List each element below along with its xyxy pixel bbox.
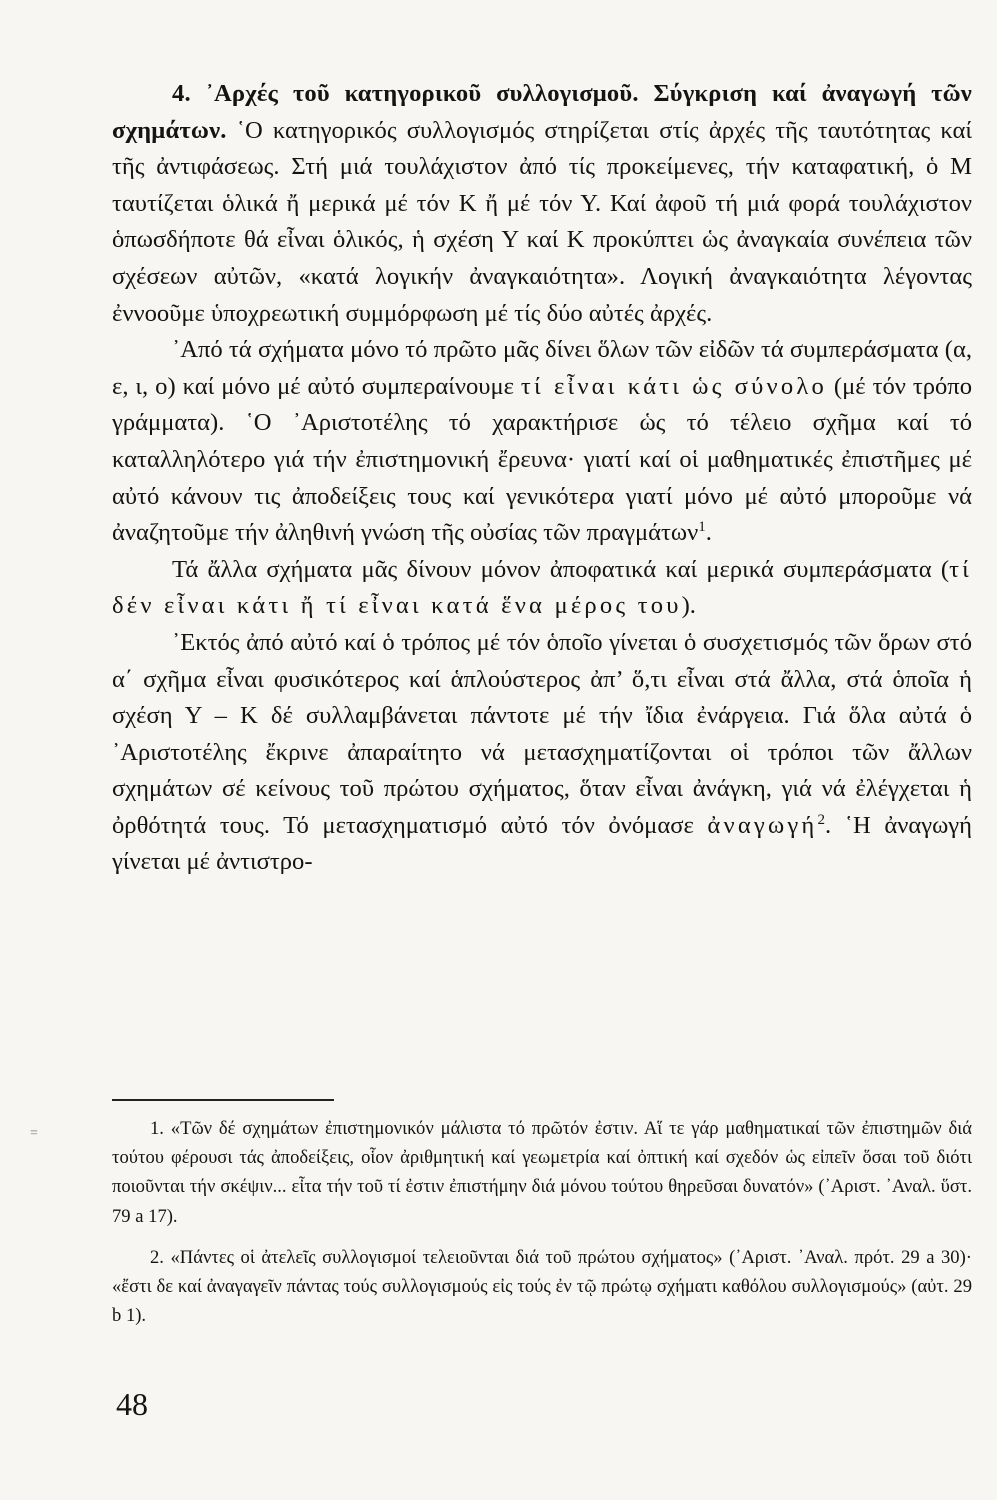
paragraph-4	[112, 625, 972, 881]
paragraph-1-text: ῾Ο κατηγορικός συλλογισμός στηρίζεται στίς ἀρχές τῆς ταυτότητας καί τῆς ἀντιφάσεως. Στή μιά τουλάχιστον ἀπό τίς προκείμενες, τήν καταφατική, ὁ Μ ταυτίζεται ὁλικά ἤ μερικά μέ τόν Κ ἤ μέ τόν Υ. Καί ἀφοῦ τή μιά φορά τουλάχιστον ὁπωσδήποτε θά εἶναι ὁλικός, ἡ σχέση Υ καί Κ προκύπτει ὡς ἀναγκαία συνέπεια τῶν σχέσεων αὐτῶν, «κατά λογικήν ἀναγκαιότητα». Λογική ἀναγκαιότητα λέγοντας ἐννοοῦμε ὑποχρεωτική συμμόρφωση μέ τίς δύο αὐτές ἀρχές.	[112, 116, 972, 327]
paragraph-4-emphasis: ἀναγωγή	[707, 811, 818, 839]
footnote-rule	[112, 1099, 334, 1101]
footnote-2: 2. «Πάντες οἱ ἀτελεῖς συλλογισμοί τελειοῦνται διά τοῦ πρώτου σχήματος» (᾿Αριστ. ᾿Αναλ. πρότ. 29 a 30)· «ἔστι δε καί ἀναγαγεῖν πάντας τούς συλλογισμούς εἰς τούς ἐν τῷ πρώτῳ σχήματι καθόλου συλλογισμούς» (αὐτ. 29 b 1).	[112, 1246, 972, 1327]
paragraph-1	[112, 76, 972, 332]
paragraph-2	[112, 332, 972, 552]
page-body	[112, 76, 972, 881]
footnote-ref-2[interactable]: 2	[817, 811, 825, 828]
paragraph-2-emphasis: τί εἶναι κάτι ὡς σύνολο	[520, 372, 827, 400]
page-number: 48	[116, 1386, 148, 1422]
footnote-ref-1[interactable]: 1	[698, 518, 706, 535]
paragraph-2-end: .	[705, 519, 712, 547]
margin-mark: =	[30, 1126, 38, 1141]
footnote-1: 1. «Τῶν δέ σχημάτων ἐπιστημονικόν μάλιστα τό πρῶτόν ἐστιν. Αἵ τε γάρ μαθηματικαί τῶν ἐπιστημῶν διά τούτου φέρουσι τάς ἀποδείξεις, οἷον ἀριθμητική καί γεωμετρία καί ὀπτική καί σχεδόν ὡς εἰπεῖν ὅσαι τοῦ διότι ποιοῦνται τήν σκέψιν... εἶτα τήν τοῦ τί ἐστιν ἐπιστήμην διά μόνου τούτου θηρεῦσαι δυνατόν» (᾿Αριστ. ᾿Αναλ. ὕστ. 79 a 17).	[112, 1118, 972, 1227]
paragraph-4-text-b: . ῾Η ἀναγωγή γίνεται μέ ἀντιστρο-	[112, 811, 972, 876]
paragraph-3-emphasis: τί δέν εἶναι κάτι ἤ τί εἶναι κατά ἕνα μέρος του	[112, 555, 972, 620]
paragraph-3-text-a: Τά ἄλλα σχήματα μᾶς δίνουν μόνον ἀποφατικά καί μερικά συμπεράσματα (	[172, 555, 950, 583]
paragraph-3-text-b: ).	[681, 592, 696, 620]
section-heading: 4. ᾿Αρχές τοῦ κατηγορικοῦ συλλογισμοῦ. Σύγκριση καί ἀναγωγή τῶν σχημάτων.	[112, 80, 972, 144]
footnotes	[112, 1114, 972, 1342]
paragraph-3	[112, 552, 972, 625]
paragraph-2-text-a: ᾿Από τά σχήματα μόνο τό πρῶτο μᾶς δίνει ὅλων τῶν εἰδῶν τά συμπεράσματα (α, ε, ι, ο) καί μόνο μέ αὐτό συμπεραίνουμε	[112, 336, 972, 400]
paragraph-4-text-a: ᾿Εκτός ἀπό αὐτό καί ὁ τρόπος μέ τόν ὁποῖο γίνεται ὁ συσχετισμός τῶν ὅρων στό α΄ σχῆμα εἶναι φυσικότερος καί ἁπλούστερος ἀπ’ ὅ,τι εἶναι στά ἄλλα, στά ὁποῖα ἡ σχέση Υ – Κ δέ συλλαμβάνεται πάντοτε μέ τήν ἴδια ἐνάργεια. Γιά ὅλα αὐτά ὁ ᾿Αριστοτέλης ἔκρινε ἀπαραίτητο νά μετασχηματίζονται οἱ τρόποι τῶν ἄλλων σχημάτων σέ κείνους τοῦ πρώτου σχήματος, ὅταν εἶναι ἀνάγκη, γιά νά ἐλέγχεται ἡ ὀρθότητά τους. Τό μετασχηματισμό αὐτό τόν ὀνόμασε	[112, 628, 972, 839]
paragraph-2-text-b: (μέ τόν τρόπο γράμματα). ῾Ο ᾿Αριστοτέλης τό χαρακτήρισε ὡς τό τέλειο σχῆμα καί τό καταλληλότερο γιά τήν ἐπιστημονική ἔρευνα· γιατί καί οἱ μαθηματικές ἐπιστῆμες μέ αὐτό κάνουν τις ἀποδείξεις τους καί γενικότερα γιατί μόνο μέ αὐτό μποροῦμε νά ἀναζητοῦμε τήν ἀληθινή γνώση τῆς οὐσίας τῶν πραγμάτων	[112, 372, 972, 547]
